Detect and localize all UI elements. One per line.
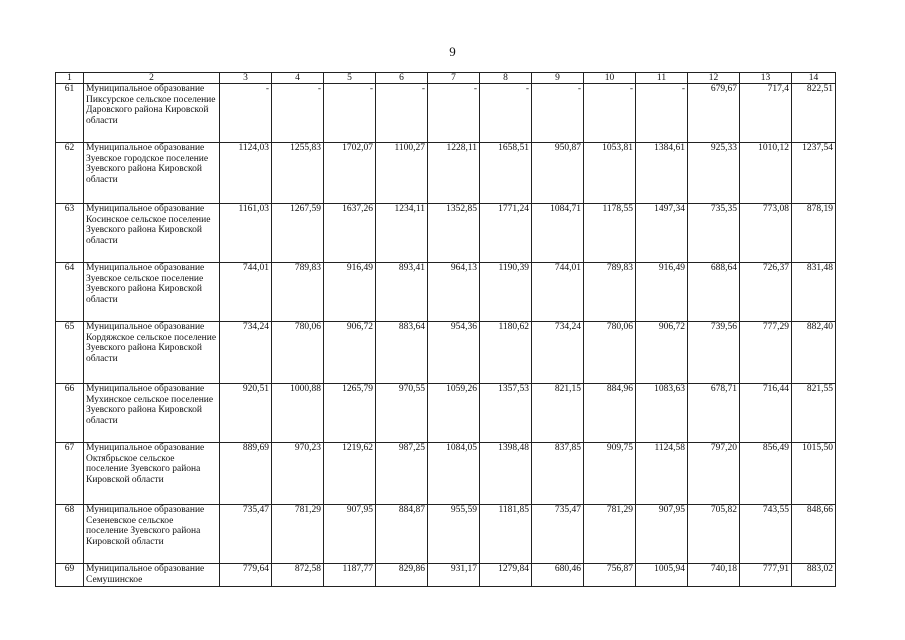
value-cell: 1352,85 (428, 204, 480, 263)
column-header: 13 (740, 73, 792, 84)
value-cell: 907,95 (324, 505, 376, 564)
value-cell: 773,08 (740, 204, 792, 263)
value-cell: 1015,50 (792, 443, 836, 505)
value-cell: 884,96 (584, 384, 636, 443)
table-row (56, 263, 836, 322)
municipality-name: Муниципальное образование Сезеневское сельское поселение Зуевского района Кировской области (84, 505, 220, 564)
value-cell: 883,64 (376, 322, 428, 384)
value-cell: 780,06 (272, 322, 324, 384)
table-row (56, 204, 836, 263)
value-cell: 1658,51 (480, 143, 532, 204)
municipality-name: Муниципальное образование Пикcурское сельское поселение Даровского района Кировской области (84, 84, 220, 143)
value-cell: 893,41 (376, 263, 428, 322)
value-cell: 916,49 (636, 263, 688, 322)
value-cell: 734,24 (532, 322, 584, 384)
value-cell: 831,48 (792, 263, 836, 322)
value-cell: 925,33 (688, 143, 740, 204)
value-cell: 777,29 (740, 322, 792, 384)
value-cell: 884,87 (376, 505, 428, 564)
value-cell: 739,56 (688, 322, 740, 384)
value-cell: - (532, 84, 584, 143)
value-cell: 970,55 (376, 384, 428, 443)
value-cell: 822,51 (792, 84, 836, 143)
value-cell: 1124,03 (220, 143, 272, 204)
value-cell: 1398,48 (480, 443, 532, 505)
value-cell: 1053,81 (584, 143, 636, 204)
value-cell: 889,69 (220, 443, 272, 505)
column-header: 5 (324, 73, 376, 84)
value-cell: 878,19 (792, 204, 836, 263)
value-cell: 1005,94 (636, 564, 688, 587)
value-cell: 907,95 (636, 505, 688, 564)
value-cell: 726,37 (740, 263, 792, 322)
value-cell: 906,72 (324, 322, 376, 384)
table-row (56, 443, 836, 505)
table-row (56, 322, 836, 384)
value-cell: 679,67 (688, 84, 740, 143)
value-cell: - (636, 84, 688, 143)
value-cell: 744,01 (220, 263, 272, 322)
value-cell: 1771,24 (480, 204, 532, 263)
value-cell: 743,55 (740, 505, 792, 564)
column-header: 1 (56, 73, 84, 84)
value-cell: 1181,85 (480, 505, 532, 564)
column-header: 4 (272, 73, 324, 84)
tariff-table (55, 72, 836, 587)
value-cell: 1357,53 (480, 384, 532, 443)
value-cell: 909,75 (584, 443, 636, 505)
value-cell: 931,17 (428, 564, 480, 587)
municipality-name: Муниципальное образование Зуевское городское поселение Зуевского района Кировской области (84, 143, 220, 204)
value-cell: 735,47 (532, 505, 584, 564)
value-cell: 1187,77 (324, 564, 376, 587)
column-header: 6 (376, 73, 428, 84)
value-cell: 1234,11 (376, 204, 428, 263)
value-cell: 789,83 (584, 263, 636, 322)
value-cell: 756,87 (584, 564, 636, 587)
value-cell: 883,02 (792, 564, 836, 587)
value-cell: 970,23 (272, 443, 324, 505)
value-cell: 1237,54 (792, 143, 836, 204)
value-cell: 1265,79 (324, 384, 376, 443)
value-cell: 744,01 (532, 263, 584, 322)
row-number: 68 (56, 505, 84, 564)
municipality-name: Муниципальное образование Семушинское (84, 564, 220, 587)
value-cell: 1219,62 (324, 443, 376, 505)
value-cell: 680,46 (532, 564, 584, 587)
value-cell: - (324, 84, 376, 143)
value-cell: 789,83 (272, 263, 324, 322)
value-cell: 882,40 (792, 322, 836, 384)
value-cell: 872,58 (272, 564, 324, 587)
value-cell: 1384,61 (636, 143, 688, 204)
value-cell: 1255,83 (272, 143, 324, 204)
value-cell: 716,44 (740, 384, 792, 443)
table-row (56, 143, 836, 204)
value-cell: 705,82 (688, 505, 740, 564)
value-cell: 1267,59 (272, 204, 324, 263)
value-cell: 1190,39 (480, 263, 532, 322)
table-body (56, 84, 836, 587)
value-cell: 821,15 (532, 384, 584, 443)
value-cell: 829,86 (376, 564, 428, 587)
value-cell: 1178,55 (584, 204, 636, 263)
value-cell: 1059,26 (428, 384, 480, 443)
value-cell: 735,47 (220, 505, 272, 564)
value-cell: 781,29 (584, 505, 636, 564)
value-cell: 717,4 (740, 84, 792, 143)
value-cell: 1702,07 (324, 143, 376, 204)
row-number: 63 (56, 204, 84, 263)
table-row (56, 84, 836, 143)
value-cell: - (272, 84, 324, 143)
value-cell: 688,64 (688, 263, 740, 322)
municipality-name: Муниципальное образование Мухинское сельское поселение Зуевского района Кировской области (84, 384, 220, 443)
table-row (56, 505, 836, 564)
column-header: 10 (584, 73, 636, 84)
value-cell: 780,06 (584, 322, 636, 384)
row-number: 65 (56, 322, 84, 384)
value-cell: 1084,71 (532, 204, 584, 263)
value-cell: - (428, 84, 480, 143)
value-cell: 856,49 (740, 443, 792, 505)
value-cell: 797,20 (688, 443, 740, 505)
column-header: 11 (636, 73, 688, 84)
table-row (56, 384, 836, 443)
row-number: 69 (56, 564, 84, 587)
row-number: 67 (56, 443, 84, 505)
value-cell: 1010,12 (740, 143, 792, 204)
value-cell: 777,91 (740, 564, 792, 587)
value-cell: 779,64 (220, 564, 272, 587)
value-cell: - (376, 84, 428, 143)
column-header: 12 (688, 73, 740, 84)
value-cell: 781,29 (272, 505, 324, 564)
table-row (56, 564, 836, 587)
value-cell: 734,24 (220, 322, 272, 384)
value-cell: 678,71 (688, 384, 740, 443)
value-cell: 964,13 (428, 263, 480, 322)
value-cell: 916,49 (324, 263, 376, 322)
value-cell: 920,51 (220, 384, 272, 443)
value-cell: 1161,03 (220, 204, 272, 263)
value-cell: 1124,58 (636, 443, 688, 505)
page-number: 9 (449, 44, 456, 59)
value-cell: - (480, 84, 532, 143)
value-cell: 1497,34 (636, 204, 688, 263)
value-cell: 987,25 (376, 443, 428, 505)
value-cell: 955,59 (428, 505, 480, 564)
value-cell: 821,55 (792, 384, 836, 443)
value-cell: 1083,63 (636, 384, 688, 443)
row-number: 66 (56, 384, 84, 443)
value-cell: 735,35 (688, 204, 740, 263)
municipality-name: Муниципальное образование Зуевское сельское поселение Зуевского района Кировской области (84, 263, 220, 322)
municipality-name: Муниципальное образование Косинское сельское поселение Зуевского района Кировской области (84, 204, 220, 263)
value-cell: 1228,11 (428, 143, 480, 204)
value-cell: 1000,88 (272, 384, 324, 443)
column-header: 14 (792, 73, 836, 84)
row-number: 64 (56, 263, 84, 322)
value-cell: - (220, 84, 272, 143)
column-header: 2 (84, 73, 220, 84)
value-cell: 906,72 (636, 322, 688, 384)
value-cell: 1180,62 (480, 322, 532, 384)
row-number: 62 (56, 143, 84, 204)
header-row (56, 73, 836, 84)
column-header: 7 (428, 73, 480, 84)
value-cell: 740,18 (688, 564, 740, 587)
value-cell: 950,87 (532, 143, 584, 204)
value-cell: 1279,84 (480, 564, 532, 587)
value-cell: 1100,27 (376, 143, 428, 204)
value-cell: 1084,05 (428, 443, 480, 505)
value-cell: 848,66 (792, 505, 836, 564)
column-header: 3 (220, 73, 272, 84)
value-cell: 954,36 (428, 322, 480, 384)
value-cell: 1637,26 (324, 204, 376, 263)
column-header: 8 (480, 73, 532, 84)
row-number: 61 (56, 84, 84, 143)
column-header: 9 (532, 73, 584, 84)
municipality-name: Муниципальное образование Октябрьское сельское поселение Зуевского района Кировской области (84, 443, 220, 505)
value-cell: 837,85 (532, 443, 584, 505)
municipality-name: Муниципальное образование Кордяжское сельское поселение Зуевского района Кировской области (84, 322, 220, 384)
value-cell: - (584, 84, 636, 143)
